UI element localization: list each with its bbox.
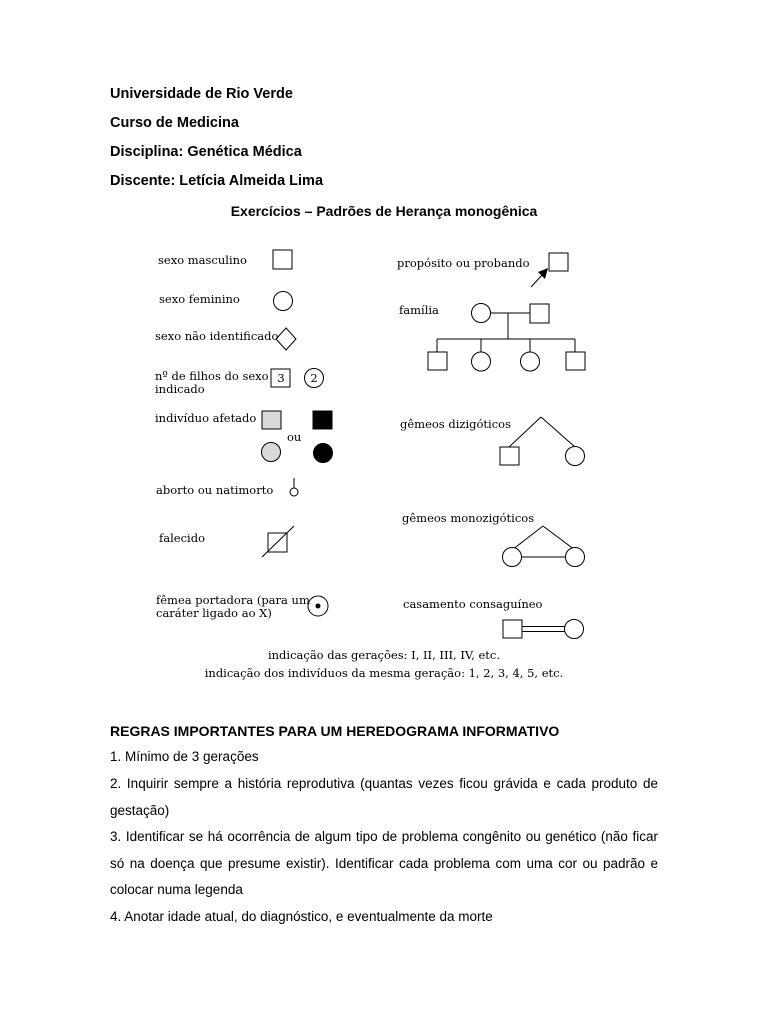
monozygotic-circle-2	[566, 548, 585, 567]
family-label: família	[399, 303, 439, 317]
monozygotic-label: gêmeos monozigóticos	[402, 511, 535, 525]
rule-item-2: 2. Inquirir sempre a história reprodutiva (quantas vezes ficou grávida e cada produto de gestação)	[110, 776, 658, 818]
female-circle-symbol	[274, 292, 293, 311]
female-label: sexo feminino	[159, 292, 240, 306]
unknown-sex-label: sexo não identificado	[155, 329, 279, 343]
male-label: sexo masculino	[158, 253, 247, 267]
deceased-label: falecido	[159, 531, 205, 545]
carrier-dot-symbol	[316, 604, 320, 608]
children-count-square-number: 3	[277, 371, 285, 385]
student-name: Discente: Letícia Almeida Lima	[110, 173, 324, 189]
dizygotic-right-line	[541, 417, 575, 447]
proband-square-symbol	[549, 253, 568, 271]
monozygotic-left-line	[512, 526, 543, 550]
affected-or-label: ou	[287, 430, 302, 444]
affected-label: indivíduo afetado	[155, 411, 257, 425]
dizygotic-square	[500, 447, 519, 465]
unknown-sex-diamond-symbol	[276, 328, 296, 350]
children-count-circle-number: 2	[310, 371, 318, 385]
family-child-square-1	[428, 352, 447, 370]
consanguineous-square	[503, 620, 522, 638]
proband-arrow-line	[531, 274, 543, 287]
affected-black-square-symbol	[313, 411, 332, 429]
dizygotic-left-line	[509, 417, 541, 447]
affected-black-circle-symbol	[314, 444, 333, 463]
affected-gray-circle-symbol	[262, 443, 281, 462]
individuals-caption: indicação dos indivíduos da mesma geração: 1, 2, 3, 4, 5, etc.	[204, 666, 564, 680]
rule-item-4: 4. Anotar idade atual, do diagnóstico, e eventualmente da morte	[110, 909, 493, 924]
monozygotic-right-line	[543, 526, 575, 550]
consanguineous-circle	[565, 620, 584, 639]
family-child-circle-1	[472, 352, 491, 371]
rule-item-3: 3. Identificar se há ocorrência de algum tipo de problema congênito ou genético (não ficar só na doença que presume existir). Identificar cada problema com uma cor ou padrão e colocar numa legenda	[110, 829, 658, 897]
family-father-square	[530, 304, 549, 323]
monozygotic-circle-1	[503, 548, 522, 567]
discipline-name: Disciplina: Genética Médica	[110, 144, 302, 160]
exercise-title: Exercícios – Padrões de Herança monogênica	[230, 203, 538, 219]
abortion-circle-symbol	[290, 488, 298, 496]
abortion-label: aborto ou natimorto	[156, 483, 274, 497]
family-mother-circle	[472, 304, 491, 323]
rule-item-1: 1. Mínimo de 3 gerações	[110, 749, 259, 764]
male-square-symbol	[273, 250, 292, 269]
proband-label: propósito ou probando	[397, 256, 530, 270]
family-child-circle-2	[521, 352, 540, 371]
consanguineous-label: casamento consaguíneo	[403, 597, 543, 611]
university-name: Universidade de Rio Verde	[110, 86, 293, 102]
children-count-label: nº de filhos do sexo indicado	[155, 369, 269, 396]
dizygotic-circle	[566, 447, 585, 466]
rules-title: REGRAS IMPORTANTES PARA UM HEREDOGRAMA INFORMATIVO	[110, 723, 560, 739]
dizygotic-label: gêmeos dizigóticos	[400, 417, 511, 431]
carrier-label: fêmea portadora (para um caráter ligado ao X)	[156, 593, 310, 620]
generations-caption: indicação das gerações: I, II, III, IV, etc.	[267, 648, 501, 662]
course-name: Curso de Medicina	[110, 115, 239, 131]
family-child-square-2	[566, 352, 585, 370]
affected-gray-square-symbol	[262, 411, 281, 429]
